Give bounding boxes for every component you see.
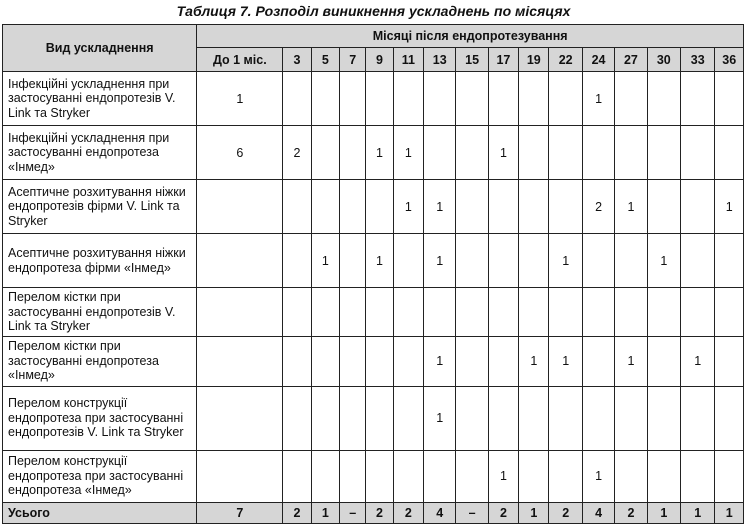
header-month-cell: 17 <box>488 48 518 72</box>
value-cell <box>488 72 518 126</box>
table-caption: Таблиця 7. Розподіл виникнення ускладнень по місяцях <box>176 3 571 19</box>
value-cell <box>549 72 582 126</box>
table-row <box>3 450 744 502</box>
row-label: Перелом кістки при застосуванні ендопротеза «Інмед» <box>3 336 197 386</box>
value-cell: 1 <box>393 126 423 180</box>
value-cell: 6 <box>197 126 283 180</box>
value-cell <box>715 288 744 337</box>
value-cell: 1 <box>197 72 283 126</box>
value-cell <box>582 234 614 288</box>
value-cell <box>340 126 366 180</box>
row-label: Асептичне розхитування ніжки ендопротезів фірми V. Link та Stryker <box>3 180 197 234</box>
value-cell <box>549 386 582 450</box>
value-cell <box>582 126 614 180</box>
value-cell <box>615 386 647 450</box>
value-cell <box>582 288 614 337</box>
value-cell <box>488 336 518 386</box>
value-cell: 1 <box>366 126 393 180</box>
value-cell <box>340 336 366 386</box>
total-cell: 4 <box>582 502 614 523</box>
table-row <box>3 288 744 337</box>
value-cell <box>715 336 744 386</box>
value-cell: 1 <box>393 180 423 234</box>
value-cell <box>197 288 283 337</box>
row-label: Перелом конструкції ендопротеза при застосуванні ендопротезів V. Link та Stryker <box>3 386 197 450</box>
value-cell <box>340 72 366 126</box>
value-cell <box>366 72 393 126</box>
header-month-cell: 24 <box>582 48 614 72</box>
value-cell: 1 <box>715 180 744 234</box>
table-row <box>3 234 744 288</box>
header-month-cell: 33 <box>681 48 715 72</box>
value-cell <box>393 288 423 337</box>
value-cell: 2 <box>582 180 614 234</box>
value-cell <box>715 450 744 502</box>
value-cell <box>456 234 488 288</box>
value-cell: 1 <box>488 450 518 502</box>
value-cell: 1 <box>424 336 456 386</box>
value-cell <box>519 180 549 234</box>
value-cell <box>582 386 614 450</box>
value-cell <box>519 288 549 337</box>
value-cell <box>424 288 456 337</box>
header-month-cell: 27 <box>615 48 647 72</box>
value-cell <box>197 234 283 288</box>
header-kind: Вид ускладнення <box>3 25 197 72</box>
value-cell <box>549 288 582 337</box>
value-cell <box>311 72 339 126</box>
complications-table <box>2 24 744 524</box>
total-cell: 4 <box>424 502 456 523</box>
value-cell <box>311 180 339 234</box>
value-cell <box>340 450 366 502</box>
value-cell <box>681 126 715 180</box>
value-cell <box>549 126 582 180</box>
table-row <box>3 126 744 180</box>
value-cell <box>647 72 680 126</box>
total-cell: 2 <box>615 502 647 523</box>
total-cell: 2 <box>549 502 582 523</box>
row-label: Перелом конструкції ендопротеза при застосуванні ендопротеза «Інмед» <box>3 450 197 502</box>
total-cell: 1 <box>519 502 549 523</box>
value-cell <box>715 72 744 126</box>
value-cell: 1 <box>647 234 680 288</box>
value-cell <box>311 126 339 180</box>
total-cell: 1 <box>681 502 715 523</box>
value-cell <box>647 336 680 386</box>
value-cell <box>456 336 488 386</box>
value-cell <box>647 126 680 180</box>
value-cell: 1 <box>424 386 456 450</box>
value-cell <box>519 450 549 502</box>
value-cell <box>615 126 647 180</box>
value-cell <box>340 234 366 288</box>
row-label: Асептичне розхитування ніжки ендопротеза фірми «Інмед» <box>3 234 197 288</box>
value-cell <box>681 72 715 126</box>
row-label: Інфекційні ускладнення при застосуванні ендопротеза «Інмед» <box>3 126 197 180</box>
total-cell: 1 <box>311 502 339 523</box>
value-cell <box>615 234 647 288</box>
value-cell: 1 <box>615 336 647 386</box>
value-cell <box>681 180 715 234</box>
header-month-cell: 13 <box>424 48 456 72</box>
value-cell <box>488 234 518 288</box>
header-month-cell: 30 <box>647 48 680 72</box>
header-month-cell: 36 <box>715 48 744 72</box>
value-cell <box>311 336 339 386</box>
total-cell: – <box>456 502 488 523</box>
value-cell <box>647 180 680 234</box>
value-cell <box>647 450 680 502</box>
value-cell: 1 <box>424 234 456 288</box>
value-cell <box>615 450 647 502</box>
value-cell <box>366 180 393 234</box>
total-cell: – <box>340 502 366 523</box>
value-cell <box>647 288 680 337</box>
table-row <box>3 180 744 234</box>
total-cell: 1 <box>647 502 680 523</box>
row-label: Перелом кістки при застосуванні ендопротезів V. Link та Stryker <box>3 288 197 337</box>
value-cell: 1 <box>366 234 393 288</box>
value-cell <box>311 386 339 450</box>
value-cell <box>615 72 647 126</box>
value-cell <box>340 180 366 234</box>
value-cell: 1 <box>549 336 582 386</box>
value-cell <box>197 450 283 502</box>
value-cell: 1 <box>582 450 614 502</box>
table-row <box>3 336 744 386</box>
value-cell <box>488 288 518 337</box>
header-month-cell: 7 <box>340 48 366 72</box>
header-month-cell: 9 <box>366 48 393 72</box>
value-cell <box>283 386 311 450</box>
value-cell <box>340 386 366 450</box>
value-cell <box>519 234 549 288</box>
value-cell <box>456 180 488 234</box>
value-cell <box>366 386 393 450</box>
value-cell <box>197 386 283 450</box>
header-month-cell: 5 <box>311 48 339 72</box>
value-cell <box>456 386 488 450</box>
value-cell <box>488 180 518 234</box>
value-cell <box>283 180 311 234</box>
value-cell <box>456 450 488 502</box>
value-cell <box>582 336 614 386</box>
value-cell <box>615 288 647 337</box>
value-cell <box>519 72 549 126</box>
value-cell: 1 <box>615 180 647 234</box>
value-cell <box>519 126 549 180</box>
value-cell <box>681 234 715 288</box>
value-cell <box>681 288 715 337</box>
value-cell <box>283 450 311 502</box>
value-cell <box>424 72 456 126</box>
value-cell: 1 <box>519 336 549 386</box>
total-cell: 1 <box>715 502 744 523</box>
value-cell <box>549 450 582 502</box>
value-cell <box>311 288 339 337</box>
value-cell <box>283 288 311 337</box>
value-cell <box>456 288 488 337</box>
value-cell <box>311 450 339 502</box>
total-cell: 2 <box>366 502 393 523</box>
value-cell <box>366 336 393 386</box>
value-cell <box>647 386 680 450</box>
value-cell <box>366 450 393 502</box>
value-cell: 1 <box>582 72 614 126</box>
value-cell <box>424 450 456 502</box>
value-cell: 1 <box>681 336 715 386</box>
total-cell: 2 <box>488 502 518 523</box>
value-cell <box>283 336 311 386</box>
value-cell <box>197 180 283 234</box>
value-cell <box>197 336 283 386</box>
value-cell <box>681 386 715 450</box>
header-month-cell: 15 <box>456 48 488 72</box>
value-cell <box>424 126 456 180</box>
value-cell <box>366 288 393 337</box>
total-cell: 2 <box>393 502 423 523</box>
table-row <box>3 72 744 126</box>
value-cell <box>283 72 311 126</box>
value-cell <box>715 126 744 180</box>
total-label: Усього <box>3 502 197 523</box>
value-cell: 2 <box>283 126 311 180</box>
header-month-cell: 22 <box>549 48 582 72</box>
value-cell <box>549 180 582 234</box>
header-month-cell: 3 <box>283 48 311 72</box>
table-row <box>3 386 744 450</box>
value-cell: 1 <box>424 180 456 234</box>
header-month-cell: 11 <box>393 48 423 72</box>
value-cell: 1 <box>488 126 518 180</box>
value-cell <box>519 386 549 450</box>
value-cell <box>393 386 423 450</box>
value-cell: 1 <box>549 234 582 288</box>
value-cell: 1 <box>311 234 339 288</box>
header-months-group: Місяці після ендопротезування <box>197 25 744 48</box>
value-cell <box>393 72 423 126</box>
value-cell <box>715 234 744 288</box>
value-cell <box>715 386 744 450</box>
value-cell <box>340 288 366 337</box>
row-label: Інфекційні ускладнення при застосуванні ендопротезів V. Link та Stryker <box>3 72 197 126</box>
value-cell <box>393 336 423 386</box>
value-cell <box>393 234 423 288</box>
header-month-cell: 19 <box>519 48 549 72</box>
value-cell <box>393 450 423 502</box>
value-cell <box>283 234 311 288</box>
total-row <box>3 502 744 523</box>
value-cell <box>681 450 715 502</box>
header-month-cell: До 1 міс. <box>197 48 283 72</box>
value-cell <box>488 386 518 450</box>
total-cell: 7 <box>197 502 283 523</box>
total-cell: 2 <box>283 502 311 523</box>
value-cell <box>456 72 488 126</box>
value-cell <box>456 126 488 180</box>
